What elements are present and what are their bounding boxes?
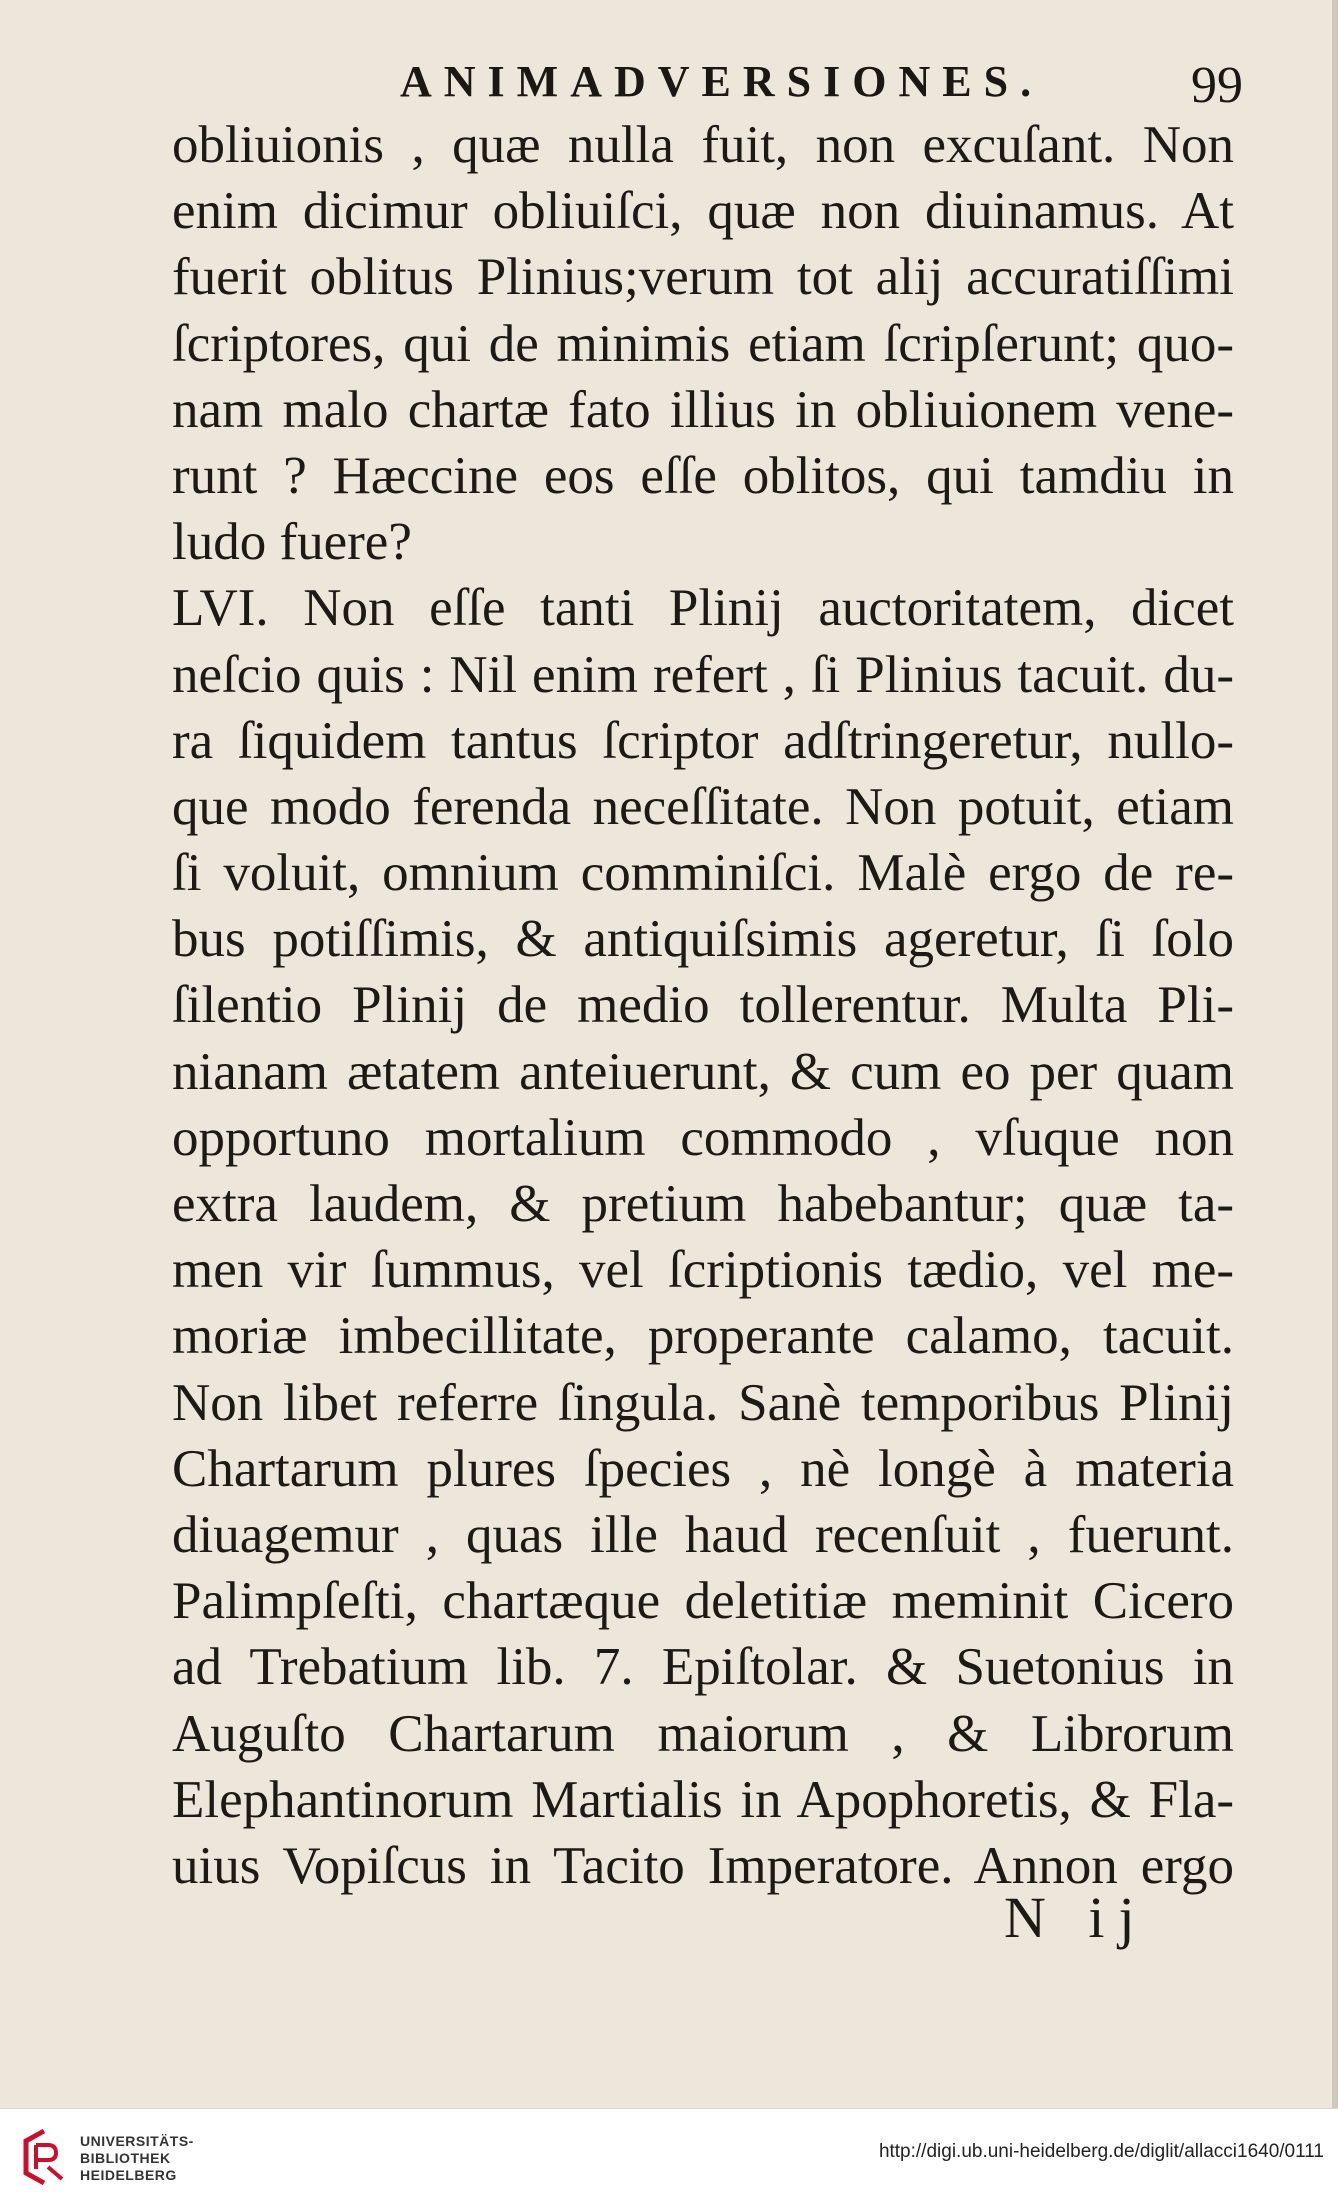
logo-line: UNIVERSITÄTS-	[80, 2133, 194, 2149]
logo-text	[80, 2133, 194, 2184]
running-head: ANIMADVERSIONES.	[400, 57, 1044, 106]
text-line: que modo ferenda neceſſitate. Non potuit, etiam	[172, 777, 1234, 836]
text-line: ſcriptores, qui de minimis etiam ſcripſerunt; quo-	[172, 314, 1234, 373]
text-line: enim dicimur obliuiſci, quæ non diuinamus. At	[172, 182, 1234, 241]
text-line: moriæ imbecillitate, properante calamo, tacuit.	[172, 1307, 1234, 1366]
text-line: ludo fuere?	[172, 513, 412, 572]
logo-line: BIBLIOTHEK	[80, 2150, 171, 2166]
text-line: ſi voluit, omnium comminiſci. Malè ergo de re-	[172, 844, 1234, 903]
body-text	[172, 112, 1234, 1899]
signature-mark: N ij	[1004, 1885, 1149, 1950]
university-library-logo-icon	[18, 2127, 70, 2187]
text-line: Auguſto Chartarum maiorum , & Librorum	[172, 1704, 1234, 1763]
source-url-link[interactable]: http://digi.ub.uni-heidelberg.de/diglit/allacci1640/0111	[878, 2141, 1324, 2162]
text-line: ad Trebatium lib. 7. Epiſtolar. & Suetonius in	[172, 1638, 1234, 1697]
library-logo[interactable]	[18, 2125, 318, 2191]
text-line: nam malo chartæ fato illius in obliuionem vene-	[172, 380, 1234, 439]
text-line: extra laudem, & pretium habebantur; quæ ta-	[172, 1175, 1234, 1233]
text-line: Non libet referre ſingula. Sanè temporibus Plinij	[172, 1373, 1234, 1432]
text-line: bus potiſſimis, & antiquiſsimis ageretur, ſi ſolo	[172, 910, 1234, 969]
text-line: runt ? Hæccine eos eſſe oblitos, qui tamdiu in	[172, 446, 1234, 505]
text-line: men vir ſummus, vel ſcriptionis tædio, vel me-	[172, 1241, 1234, 1300]
text-line: Chartarum plures ſpecies , nè longè à materia	[172, 1439, 1234, 1498]
text-line: ſilentio Plinij de medio tollerentur. Multa Pli-	[172, 976, 1234, 1035]
text-line: Elephantinorum Martialis in Apophoretis, & Fla-	[172, 1770, 1234, 1829]
text-line: neſcio quis : Nil enim refert , ſi Plinius tacuit. du-	[172, 645, 1234, 704]
text-line: obliuionis , quæ nulla fuit, non excuſant. Non	[172, 116, 1234, 174]
logo-line: HEIDELBERG	[80, 2167, 177, 2183]
text-line: Palimpſeſti, chartæque deletitiæ meminit Cicero	[172, 1572, 1234, 1631]
text-line: LVI. Non eſſe tanti Plinij auctoritatem, dicet	[172, 579, 1234, 638]
text-line: diuagemur , quas ille haud recenſuit , fuerunt.	[172, 1505, 1234, 1564]
text-line: ra ſiquidem tantus ſcriptor adſtringeretur, nullo-	[172, 711, 1234, 770]
page-header	[170, 52, 1243, 112]
text-line: opportuno mortalium commodo , vſuque non	[172, 1108, 1234, 1167]
text-line: nianam ætatem anteiuerunt, & cum eo per quam	[172, 1042, 1234, 1101]
text-line: fuerit oblitus Plinius;verum tot alij accuratiſſimi	[172, 248, 1234, 307]
page-number: 99	[1191, 57, 1243, 114]
footer-bar	[0, 2108, 1338, 2207]
text-line: uius Vopiſcus in Tacito Imperatore. Annon ergo	[172, 1836, 1234, 1895]
